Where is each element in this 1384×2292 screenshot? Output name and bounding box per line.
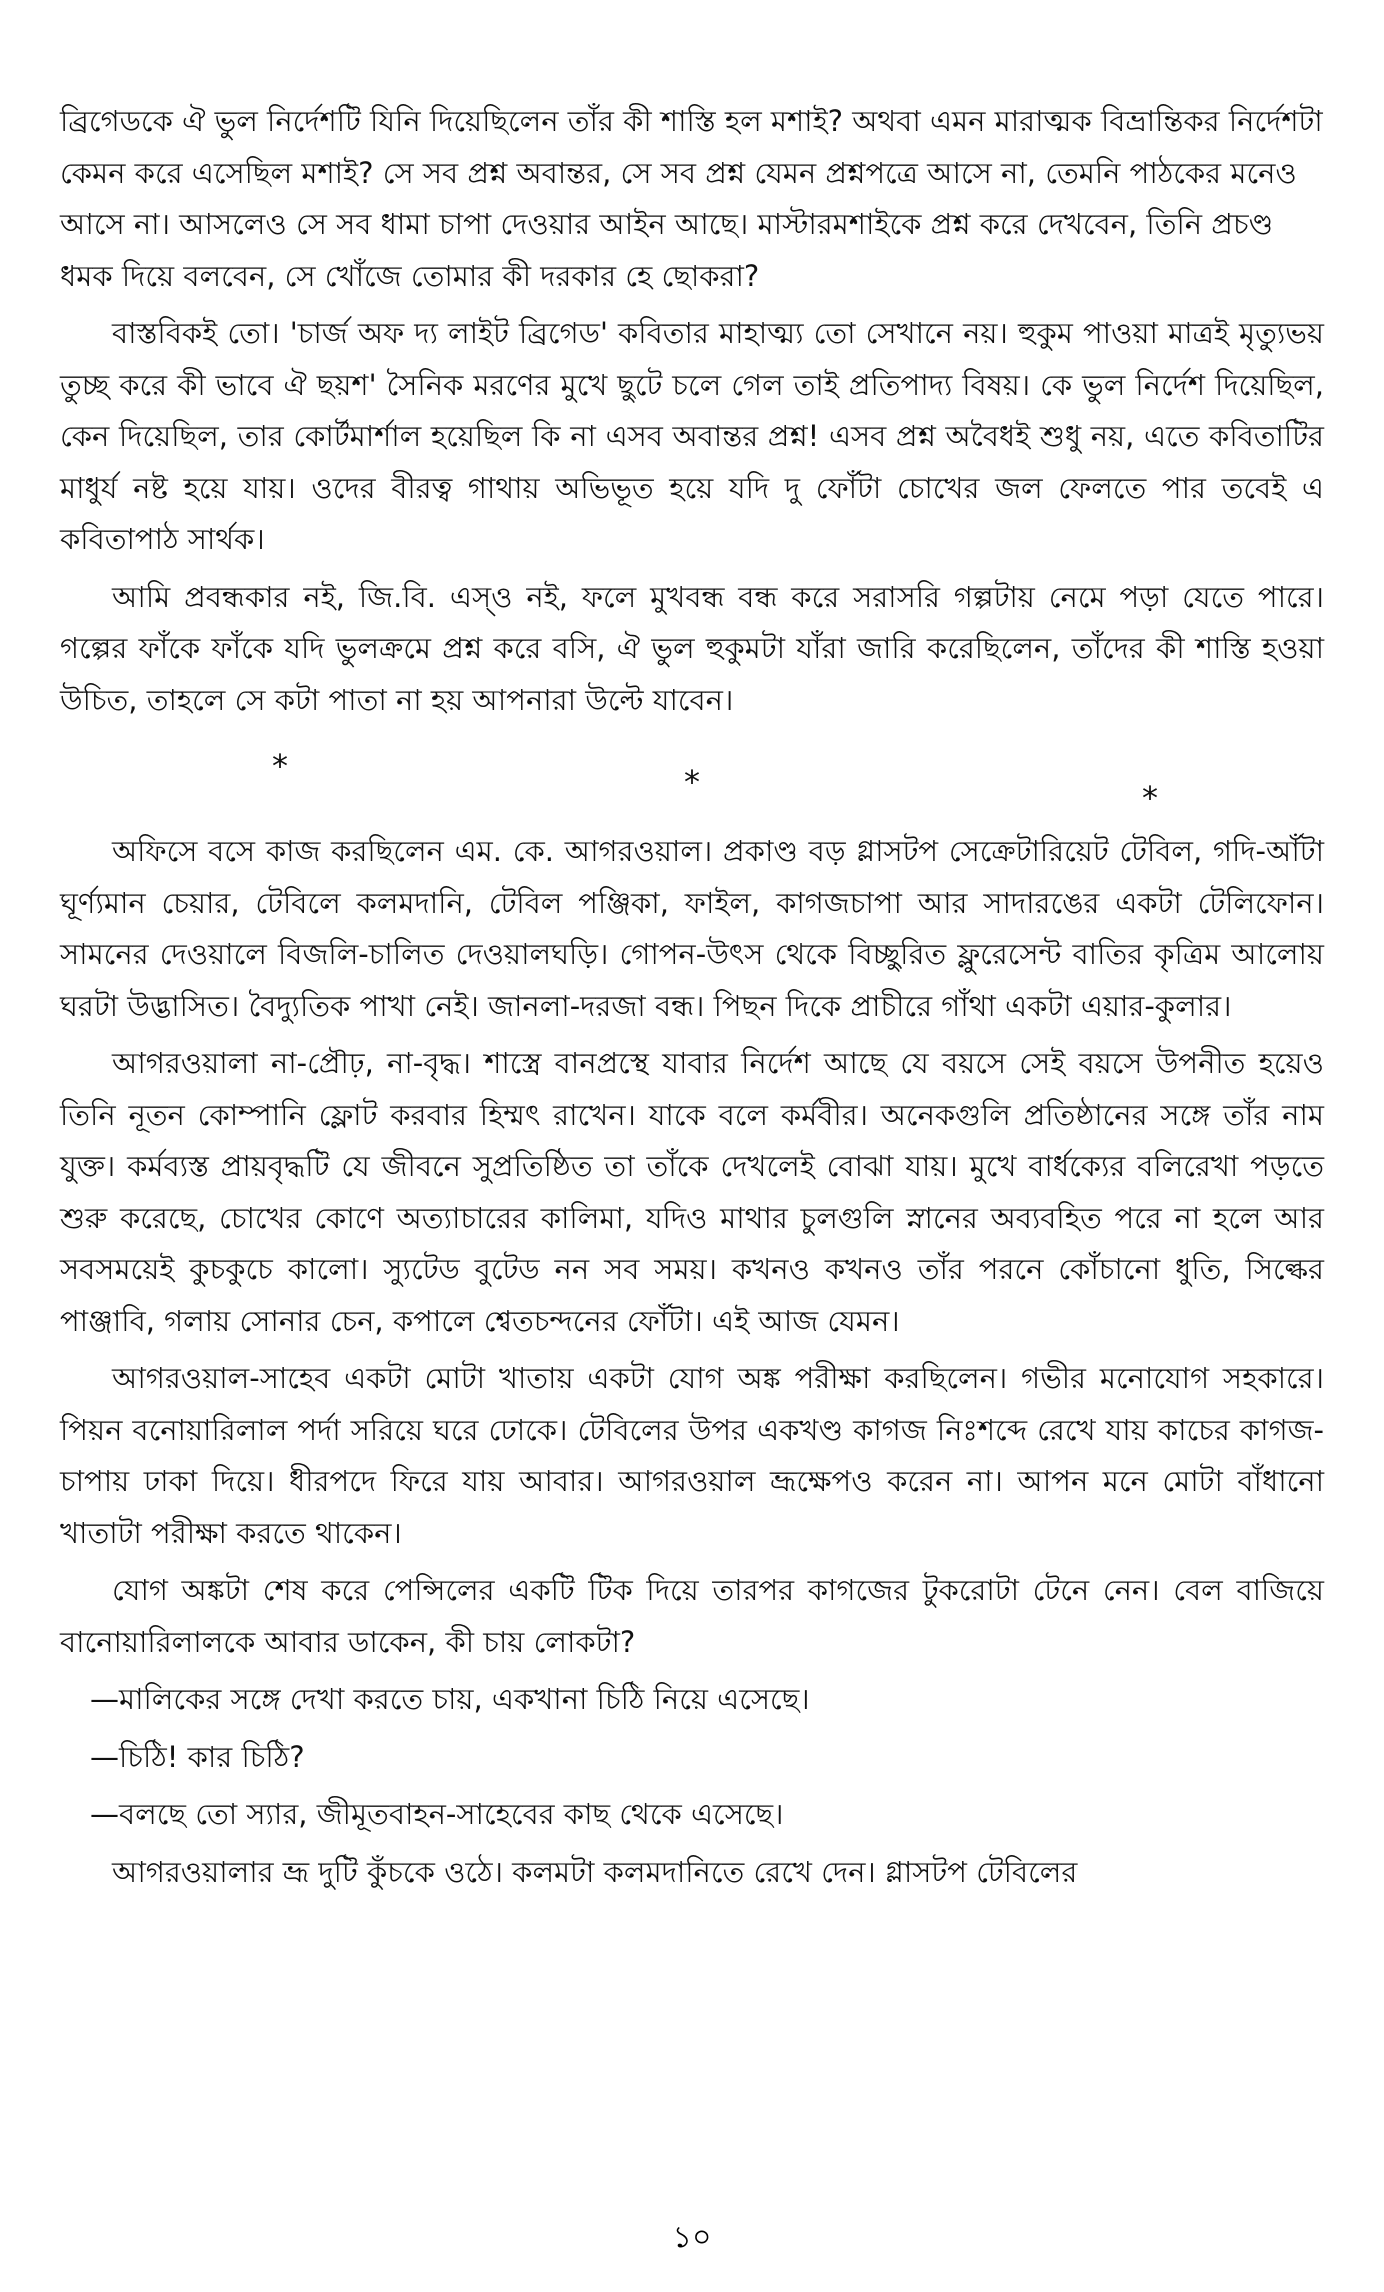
paragraph-3: আমি প্রবন্ধকার নই, জি.বি. এস্‌ও নই, ফলে মুখবন্ধ বন্ধ করে সরাসরি গল্পটায় নেমে পড়া যেতে পারে। গল্পের ফাঁকে ফাঁকে যদি ভুলক্রমে প্রশ্ন করে বসি, ঐ ভুল হুকুমটা যাঁরা জারি করেছিলেন, তাঁদের কী শাস্তি হওয়া উচিত, তাহলে সে কটা পাতা না হয় আপনারা উল্টে যাবেন। [60,579,1324,717]
section-break-star: * [272,747,288,785]
paragraph-2: বাস্তবিকই তো। 'চার্জ অফ দ্য লাইট ব্রিগেড' কবিতার মাহাত্ম্য তো সেখানে নয়। হুকুম পাওয়া মাত্রই মৃত্যুভয় তুচ্ছ করে কী ভাবে ঐ ছয়শ' সৈনিক মরণের মুখে ছুটে চলে গেল তাই প্রতিপাদ্য বিষয়। কে ভুল নির্দেশ দিয়েছিল, কেন দিয়েছিল, তার কোর্টমার্শাল হয়েছিল কি না এসব অবান্তর প্রশ্ন! এসব প্রশ্ন অবৈধই শুধু নয়, এতে কবিতাটির মাধুর্য নষ্ট হয়ে যায়। ওদের বীরত্ব গাথায় অভিভূত হয়ে যদি দু ফোঁটা চোখের জল ফেলতে পার তবেই এ কবিতাপাঠ সার্থক। [60,316,1324,556]
section-break-star: * [684,763,700,801]
dialogue-line-3: —বলছে তো স্যার, জীমূতবাহন-সাহেবের কাছ থেকে এসেছে। [90,1797,784,1831]
section-break-star: * [1142,779,1158,817]
paragraph-4: অফিসে বসে কাজ করছিলেন এম. কে. আগরওয়াল। প্রকাণ্ড বড় গ্লাসটপ সেক্রেটারিয়েট টেবিল, গদি-আঁটা ঘূর্ণ্যমান চেয়ার, টেবিলে কলমদানি, টেবিল পঞ্জিকা, ফাইল, কাগজচাপা আর সাদারঙের একটা টেলিফোন। সামনের দেওয়ালে বিজলি-চালিত দেওয়ালঘড়ি। গোপন-উৎস থেকে বিচ্ছুরিত ফ্লুরেসেন্ট বাতির কৃত্রিম আলোয় ঘরটা উদ্ভাসিত। বৈদ্যুতিক পাখা নেই। জানলা-দরজা বন্ধ। পিছন দিকে প্রাচীরে গাঁথা একটা এয়ার-কুলার। [60,834,1324,1023]
paragraph-5: আগরওয়ালা না-প্রৌঢ়, না-বৃদ্ধ। শাস্ত্রে বানপ্রস্থে যাবার নির্দেশ আছে যে বয়সে সেই বয়সে উপনীত হয়েও তিনি নূতন কোম্পানি ফ্লোট করবার হিম্মৎ রাখেন। যাকে বলে কর্মবীর। অনেকগুলি প্রতিষ্ঠানের সঙ্গে তাঁর নাম যুক্ত। কর্মব্যস্ত প্রায়বৃদ্ধটি যে জীবনে সুপ্রতিষ্ঠিত তা তাঁকে দেখলেই বোঝা যায়। মুখে বার্ধক্যের বলিরেখা পড়তে শুরু করেছে, চোখের কোণে অত্যাচারের কালিমা, যদিও মাথার চুলগুলি স্নানের অব্যবহিত পরে না হলে আর সবসময়েই কুচকুচে কালো। স্যুটেড বুটেড নন সব সময়। কখনও কখনও তাঁর পরনে কোঁচানো ধুতি, সিল্কের পাঞ্জাবি, গলায় সোনার চেন, কপালে শ্বেতচন্দনের ফোঁটা। এই আজ যেমন। [60,1046,1324,1338]
dialogue-line-2: —চিঠি! কার চিঠি? [90,1739,305,1774]
paragraph-8: আগরওয়ালার ভ্রূ দুটি কুঁচকে ওঠে। কলমটা কলমদানিতে রেখে দেন। গ্লাসটপ টেবিলের [112,1854,1078,1889]
paragraph-1: ব্রিগেডকে ঐ ভুল নির্দেশটি যিনি দিয়েছিলেন তাঁর কী শাস্তি হল মশাই? অথবা এমন মারাত্মক বিভ্রান্তিকর নির্দেশটা কেমন করে এসেছিল মশাই? সে সব প্রশ্ন অবান্তর, সে সব প্রশ্ন যেমন প্রশ্নপত্রে আসে না, তেমনি পাঠকের মনেও আসে না। আসলেও সে সব ধামা চাপা দেওয়ার আইন আছে। মাস্টারমশাইকে প্রশ্ন করে দেখবেন, তিনি প্রচণ্ড ধমক দিয়ে বলবেন, সে খোঁজে তোমার কী দরকার হে ছোকরা? [60,104,1323,293]
paragraph-7: যোগ অঙ্কটা শেষ করে পেন্সিলের একটি টিক দিয়ে তারপর কাগজের টুকরোটা টেনে নেন। বেল বাজিয়ে বানোয়ারিলালকে আবার ডাকেন, কী চায় লোকটা? [60,1573,1324,1659]
page-number: ১০ [672,2221,712,2254]
paragraph-6: আগরওয়াল-সাহেব একটা মোটা খাতায় একটা যোগ অঙ্ক পরীক্ষা করছিলেন। গভীর মনোযোগ সহকারে। পিয়ন বনোয়ারিলাল পর্দা সরিয়ে ঘরে ঢোকে। টেবিলের উপর একখণ্ড কাগজ নিঃশব্দে রেখে যায় কাচের কাগজ-চাপায় ঢাকা দিয়ে। ধীরপদে ফিরে যায় আবার। আগরওয়াল ভ্রূক্ষেপও করেন না। আপন মনে মোটা বাঁধানো খাতাটা পরীক্ষা করতে থাকেন। [60,1361,1324,1550]
dialogue-line-1: —মালিকের সঙ্গে দেখা করতে চায়, একখানা চিঠি নিয়ে এসেছে। [90,1682,810,1716]
section-break [60,732,1324,822]
